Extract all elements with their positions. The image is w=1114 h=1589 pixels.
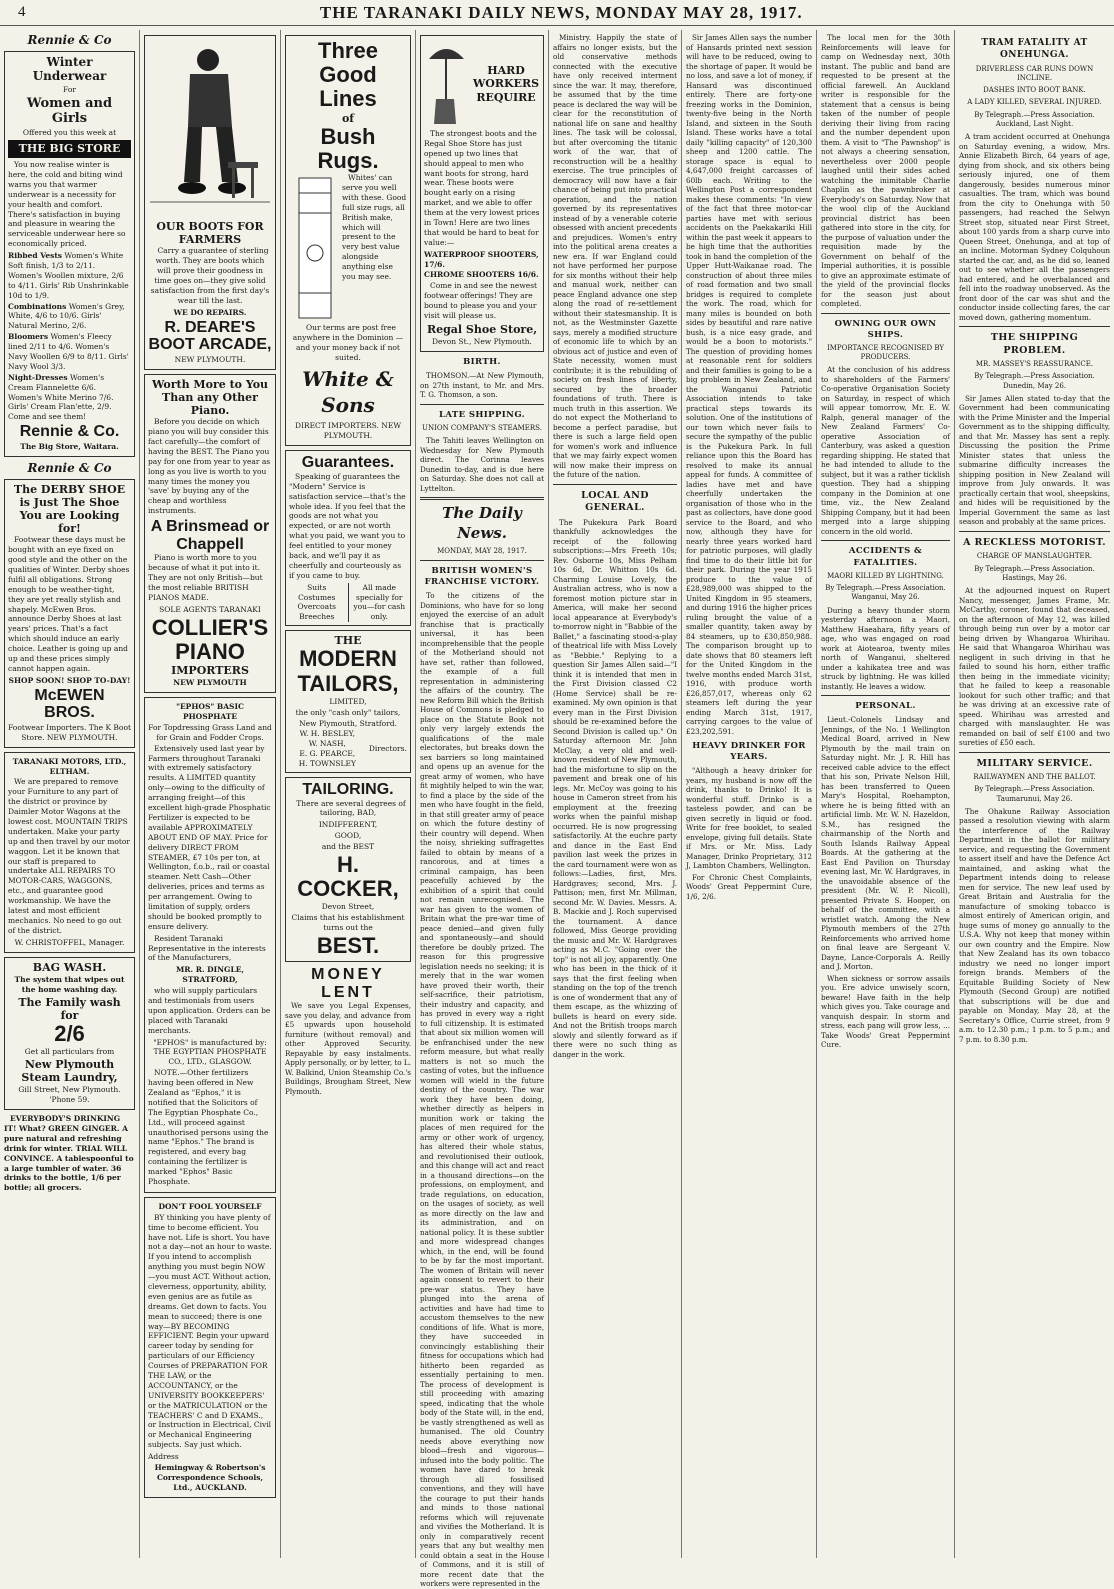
tram-sub-2: DASHES INTO BOOT BANK. bbox=[983, 86, 1086, 95]
column-4 bbox=[416, 30, 549, 1589]
column-1 bbox=[0, 30, 140, 1558]
green-ginger-ad: EVERYBODY'S DRINKING IT! What? GREEN GINGER. A pure natural and refreshing drink for winter. TRIAL WILL CONVINCE. A tablespoonful to a large tumbler of water. 36 drinks to the bottle, 1/6 per bottle; all grocers. bbox=[4, 1114, 134, 1193]
rennie-sign: Rennie & Co. bbox=[19, 423, 120, 441]
column-6 bbox=[682, 30, 817, 1558]
boots-head: OUR BOOTS FOR FARMERS bbox=[156, 220, 264, 247]
wash-sub: The system that wipes out the home washing day. bbox=[14, 974, 125, 994]
deare-sign: R. DEARE'S BOOT ARCADE, bbox=[148, 318, 272, 354]
modern-directors-row bbox=[289, 729, 407, 769]
ad-body: You now realise winter is here, the cold and biting wind warns you that warmer underwear is a necessity for your health and comfort. There's satisfaction in buying and pleasure in wearing the serviceable underwear here so economically priced. bbox=[8, 160, 126, 249]
accidents-dateline: By Telegraph.—Press Association. Wanganui, May 26. bbox=[825, 584, 946, 602]
money-lent-body: We save you Legal Expenses, save you delay, and advance from £5 upwards upon household furniture (without removal) and other Approved Security. Repayable by easy instalments. Apply personally, or by letter, to L. W. Balkind, Union Steamship Co.'s Buildings, Brougham Street, New Plymouth. bbox=[285, 1001, 411, 1096]
late-shipping-body: The Tahiti leaves Wellington on Wednesday for New Plymouth direct. The Corinna leaves Dunedin to-day, and is due here on Saturday. She does not call at Lyttelton. bbox=[420, 436, 544, 493]
item-ribbed-vests bbox=[8, 251, 131, 300]
column-2 bbox=[140, 30, 281, 1558]
director: H. TOWNSLEY bbox=[298, 759, 356, 769]
ephos-agent-body: who will supply particulars and testimonials from users upon application. Orders can be placed with Taranaki merchants. bbox=[148, 986, 271, 1035]
hw-body: The strongest boots and the Regal Shoe Store has just opened up two lines that should appeal to men who want boots for strong, hard wear. These boots were bought early on a rising market, and we able to offer them at the very lowest prices in Town! Here are two lines that would be hard to beat for value:— bbox=[424, 129, 540, 247]
collier-piano: PIANO bbox=[175, 638, 245, 664]
mcewen-sign: McEWEN BROS. bbox=[34, 686, 105, 722]
deare-address: NEW PLYMOUTH. bbox=[174, 354, 246, 364]
local-general-head: LOCAL AND GENERAL. bbox=[581, 489, 649, 514]
modern-ltd: LIMITED, bbox=[329, 696, 367, 706]
bag-wash-ad bbox=[4, 957, 135, 1111]
tail-head: TAILORING. bbox=[302, 781, 394, 798]
motors-sign: W. CHRISTOFFEL, Manager. bbox=[14, 937, 125, 947]
guar-item: Breeches bbox=[299, 612, 335, 622]
ad-for: For bbox=[63, 84, 76, 94]
local-general-continued-2: The local men for the 30th Reinforcements will leave for camp on Wednesday next, 30th instant. The public and band are requested to be present at the official farewell. An Auckland writer is responsible for the statement that a census is being taken of the number of people deriving their living from racing and the number dependent upon them. A visit to "The Pawnshop" is not always a cheering sensation, nevertheless over 2000 people laughed until their sides ached watching the inimitable Charlie Chaplin as the pawnbroker at Everybody's on Saturday. Now that the wool clip of the Auckland provincial district has been gathered into store in the city, for the purpose of valuation under the requisition made by the Government on behalf of the Imperial authorities, it is possible to give an approximate estimate of the yield of the provincial flocks for the season just about completed. bbox=[821, 33, 950, 308]
big-store-band: THE BIG STORE bbox=[8, 140, 131, 159]
regal-sign: Regal Shoe Store, bbox=[426, 322, 538, 336]
derby-body: Footwear these days must be bought with an eye fixed on good style and the other on the qualities of Winter. Derby shoes fulfil all obligations. Strong enough to be weather-tight, they are yet really stylish and shapely. McEwen Bros. announce Derby Shoes at last years' prices. That's a fact which should induce an early choice. Leather is going up and up and these prices simply cannot happen again. bbox=[8, 535, 130, 673]
own-ships-sub: IMPORTANCE RECOGNISED BY PRODUCERS. bbox=[826, 343, 945, 362]
bush-rugs-ad bbox=[285, 35, 411, 446]
tail-level: INDIFFERENT, bbox=[318, 820, 378, 830]
wash-price: 2/6 bbox=[54, 1020, 85, 1046]
column-3 bbox=[281, 30, 416, 1558]
birth-head: BIRTH. bbox=[463, 357, 501, 367]
railwaymen-body: The Ohakune Railway Association passed a resolution viewing with alarm the interference of the Railway Department in the ballot for military service, and requesting the Government to assert itself and have the Defence Act maintained, and asking what the Department intends doing to release men for service. The new leaf used by Great Britain and Australia for the manufacture of smoking tobacco is almost entirely of American origin, and huge sums of money go annually to the U.S.A. Why not keep that money within our own country and the Empire. Now that New Zealand has its own tobacco industry we need no longer import foreign brands. Members of the Equitable Building Society of New Plymouth (Second Group) are notified that subscriptions will be due and payable on Monday, May 28, at the Secretary's Office, Currie street, from 9 a.m. to 12.30 p.m.; 1 p.m. to 5 p.m.; and 7 p.m. to 8.30 p.m. bbox=[959, 806, 1110, 1044]
ephos-ad bbox=[144, 697, 276, 1193]
item-night-dresses bbox=[8, 373, 131, 422]
reckless-motorist-head: A RECKLESS MOTORIST. bbox=[963, 536, 1106, 548]
collier-name: COLLIER'S bbox=[151, 614, 269, 640]
farmer-illustration bbox=[148, 42, 272, 217]
military-service-head: MILITARY SERVICE. bbox=[976, 757, 1093, 769]
brinsmead-body: Piano is worth more to you because of what it put into it. They are not only British—but the most reliable BRITISH PIANOS MADE. bbox=[148, 553, 263, 602]
ephos-head: "EPHOS" BASIC PHOSPHATE bbox=[176, 702, 244, 722]
chronic-chest-ad: For Chronic Chest Complaints, Woods' Great Peppermint Cure, 1/6, 2/6. bbox=[686, 872, 812, 901]
rugs-terms: Our terms are post free anywhere in the Dominion — and your money back if not suited. bbox=[292, 323, 404, 362]
item-text: Women's Fleecy lined 2/11 to 4/6. Women's Navy Woollen 6/9 to 8/11. Girls' Navy Wool 3/3. bbox=[8, 332, 129, 371]
hw-item-1: WATERPROOF SHOOTERS, 17/6. bbox=[424, 249, 539, 269]
guar-list bbox=[289, 583, 345, 623]
rugs-body: Whites' can serve you well with these. Good full size rugs, all British make, which will present to the very best value alongside anything else you may see. bbox=[342, 173, 407, 282]
motors-body: We are prepared to remove your Furniture to any part of the district or province by Daimler Motor Wagons at the lowest cost. MOUNTAIN TRIPS undertaken. Make your party up and then travel by our motor waggon. Let it be known that our staff is prepared to undertake ALL REPAIRS TO MOTOR-CARS, WAGGONS, etc., and guarantee good workmanship. We have the latest and most efficient mechanics. No need to go out of the district. bbox=[8, 777, 131, 935]
local-general-body: The Pukekura Park Board thankfully acknowledges the receipt of the following subscriptions:—Mrs Freeth 10s; Rev. Osborne 10s, Miss Pelham 10s 6d, Dr. Whitton 10s 6d. Charming Louise Lovely, the Australian actress, who is now a foremost motion picture star in America, will make her second local appearance at Everybody's to-morrow night in "Babbie of the Ballet," a fascinating stood-a-play of theatrical life with Miss Lovely as "Bebbie." Replying to a question Sir James Allen said—"I think it is intended that men in the First Division classed C2 (Home Service) shall be re-examined. My own opinion is that every man in the First Division should be re-examined before the Second Division is called up." On Saturday afternoon Mr. John McClay, a very old and well-known resident of New Plymouth, had the misfortune to slip on the pavement and break one of his legs. Mr. McCoy was going to his house in Cameron street from his employment at the freezing works when the painful mishap occurred. He is now progressing satisfactorily. At the euchre party and dance in the East End pavilion last week the prizes in the card tournament were won as follows:—Ladies, first, Mrs. Hardgraves; second, Mrs. J. Pattison; men, first Mr. Millman, second Mr. W. Davies. Messrs. A. B. Mackie and J. Roch supervised the tournament. A dance followed, Miss George providing the music and Mr. W. Hardgraves acting as M.C. "Going over the top" is not all joy, apparently. One who has been in the thick of it says that the first feeling when standing on the top of the trench is one of wonderment that any of them escape, as the whizzing of bullets is heard on every side. And not the British troops march slowly and silently forward as if there were no such thing as danger in the work. bbox=[553, 517, 677, 1059]
motors-head: TARANAKI MOTORS, LTD., ELTHAM. bbox=[12, 756, 127, 776]
piano-ad bbox=[144, 374, 276, 693]
rugs-line-2: Good Lines bbox=[319, 62, 377, 112]
modern-tailors-ad bbox=[285, 630, 411, 773]
fool-address-label: Address bbox=[148, 1452, 179, 1462]
railwaymen-head: RAILWAYMEN AND THE BALLOT. bbox=[973, 773, 1096, 782]
collier-importers: IMPORTERS bbox=[171, 664, 249, 678]
column-8 bbox=[955, 30, 1114, 1558]
tram-sub-1: DRIVERLESS CAR RUNS DOWN INCLINE. bbox=[975, 64, 1094, 82]
column-5 bbox=[549, 30, 682, 1558]
column-7 bbox=[817, 30, 955, 1558]
guarantees-ad bbox=[285, 450, 411, 626]
wash-head: BAG WASH. bbox=[32, 960, 107, 974]
accidents-body: During a heavy thunder storm yesterday afternoon a Maori, Matthew Haeahara, fifty years of age, who was engaged on road work at Aiotearoa, twenty miles north of Wanganui, sheltered under a kahikatea tree and was struck by lightning. He was killed instantly. He leaves a widow. bbox=[821, 605, 950, 691]
guar-list-row bbox=[289, 583, 407, 623]
paper-title bbox=[320, 3, 803, 23]
hw-item-2: CHROME SHOOTERS 16/6. bbox=[424, 270, 539, 280]
laundry-name: New Plymouth Steam Laundry, bbox=[21, 1057, 118, 1085]
ephos-agent: Resident Taranaki Representative in the interests of the Manufacturers, bbox=[148, 933, 266, 963]
sole-agents: SOLE AGENTS TARANAKI bbox=[159, 604, 261, 614]
ephos-sub: For Topdressing Grass Land and for Grain and Fodder Crops. bbox=[148, 722, 272, 742]
item-name: Bloomers bbox=[8, 332, 49, 342]
item-combinations bbox=[8, 302, 131, 332]
rennie-logo-2: Rennie & Co bbox=[27, 460, 112, 475]
paper-day: MONDAY bbox=[595, 2, 678, 22]
wash-get: Get all particulars from bbox=[24, 1047, 115, 1057]
brinsmead-head: A Brinsmead or Chappell bbox=[150, 518, 270, 553]
white-sons-sign: White & Sons bbox=[302, 366, 394, 418]
rugs-line-4: Bush Rugs. bbox=[317, 123, 379, 173]
franchise-continued: Ministry. Happily the state of affairs no longer exists, but the old conservative methods connected with the executive have only received interment since the war. It may, therefore, be assumed that by the time peace is declared the way will be clear for the reconstitution of national life on sane and healthy lines. The task will be colossal, but after overcoming the titanic work of the war, that of reconstruction will be a healthy exercise. The true principles of democracy will now have a fair chance of being put into practical operation, and the nation governed by its representatives instead of by a venerable coterie obsessed with ancient precedents and prejudices. Women's entry into the political arena creates a new era. If war England could not have performed her purpose for six months without their help and manual work, neither can peace England advance one step along the road of re-settlement without their statesmanship. It is not, as the Westminster Gazette says, merely a modified structure of economic life to which by an obvious act of justice and even of State necessity, women must contribute; it is the rebuilding of society on fresh lines of liberty, secured by the broader foundations of truth. There is much truth in this assertion. We do not expect the Motherland to become a perfect paradise, but there is such a large field open for women's work and influence that we may fairly expect women will now make their impress on the future of the nation. bbox=[553, 33, 677, 479]
paper-date: MAY 28, 1917. bbox=[683, 2, 803, 22]
boots-body: Carry a guarantee of sterling worth. They are boots which will prove their goodness in time goes on—they give solid satisfaction from the first day's wear till the last. bbox=[150, 246, 270, 305]
tail-level: GOOD, bbox=[334, 831, 362, 841]
derby-head: The DERBY SHOE is Just The Shoe You are Looking for! bbox=[13, 482, 126, 536]
tail-body: There are several degrees of tailoring, BAD, bbox=[296, 798, 406, 818]
personal-head: PERSONAL. bbox=[855, 701, 916, 712]
item-text: Women's White Soft finish, 1/3 to 2/11. Women's Woollen mixture, 2/6 to 4/11. Girls' Rib Unshrinkable 10d to 1/9. bbox=[8, 251, 129, 300]
modern-tailors: TAILORS, bbox=[297, 670, 399, 696]
franchise-head: BRITISH WOMEN'S FRANCHISE VICTORY. bbox=[424, 566, 540, 588]
ad-who: Women and Girls bbox=[26, 95, 113, 127]
tail-level: and the BEST bbox=[321, 842, 375, 852]
hemingway-sign: Hemingway & Robertson's Correspondence Schools, Ltd., AUCKLAND. bbox=[154, 1463, 266, 1492]
cocker-best: BEST. bbox=[316, 933, 380, 959]
ad-offer: Offered you this week at bbox=[22, 127, 117, 137]
ephos-note: NOTE.—Other fertilizers having been offered in New Zealand as "Ephos," it is notified that the Solicitors of The Egyptian Phosphate Co., Ltd., will proceed against unauthorised persons using the name "Ephos." The brand is registered, and every bag containing the fertilizer is marked "Ephos" Basic Phosphate. bbox=[148, 1068, 269, 1186]
modern-cash: the only "cash only" tailors, bbox=[295, 707, 401, 717]
guar-item: Suits bbox=[307, 582, 327, 592]
laundry-address: Gill Street, New Plymouth. 'Phone 59. bbox=[18, 1085, 121, 1105]
wash-family: The Family wash for bbox=[18, 995, 121, 1022]
modern-name: MODERN bbox=[299, 646, 397, 672]
accidents-sub: MAORI KILLED BY LIGHTNING. bbox=[827, 571, 944, 580]
modern-directors bbox=[289, 729, 366, 769]
hw-head: HARD WORKERS REQUIRE bbox=[472, 64, 540, 104]
tram-dateline: By Telegraph.—Press Association. Auckland, Last Night. bbox=[974, 110, 1095, 128]
item-name: Night-Dresses bbox=[8, 372, 68, 382]
winter-underwear-ad bbox=[4, 51, 135, 457]
item-name: Combinations bbox=[8, 301, 67, 311]
guar-note: All made specially for you—for cash only. bbox=[348, 583, 408, 623]
derby-shop: SHOP SOON! SHOP TO-DAY! bbox=[8, 675, 131, 685]
hw-call: Come in and see the newest footwear offerings! They are bound to please you and your visit will please us. bbox=[424, 281, 538, 321]
guar-body: Speaking of guarantees the "Modern" Service is satisfaction service—that's the whole idea. If you feel that the goods are not what you expected, or are not worth what you paid, we want you to feel entitled to your money back, and we'll pay it as cheerfully and courteously as if you came to buy. bbox=[289, 471, 406, 580]
birth-body: THOMSON.—At New Plymouth, on 27th instant, to Mr. and Mrs. T. G. Thomson, a son. bbox=[420, 371, 544, 400]
cocker-tailoring-ad bbox=[285, 777, 411, 962]
modern-the: THE bbox=[334, 634, 362, 648]
item-name: Ribbed Vests bbox=[8, 251, 63, 261]
item-text: Women's Grey, White, 4/6 to 10/6. Girls' Natural Merino, 2/6. bbox=[8, 301, 125, 331]
shipping-problem-dateline: By Telegraph.—Press Association. Dunedin, May 26. bbox=[974, 372, 1095, 390]
late-shipping-sub: UNION COMPANY'S STEAMERS. bbox=[422, 423, 542, 432]
umbrella-boot-illustration bbox=[424, 39, 469, 129]
paper-title-text: THE TARANAKI DAILY NEWS, bbox=[319, 2, 591, 22]
rug-illustration bbox=[289, 173, 339, 323]
cocker-address: Devon Street, bbox=[321, 902, 375, 912]
regal-address: Devon St., New Plymouth. bbox=[432, 337, 532, 347]
local-general-continued: Sir James Allen says the number of Hansards printed next session will have to be reduced, owing to the shortage of paper. It would be no loss, and save a lot of money, if Hansard was discontinued entirely. There are forty-one freezing works in the Dominion, twenty-five being in the North Island, and sixteen in the South Island. These works have a total daily "killing capacity" of 120,300 sheep and 1200 cattle. The storage space is equal to 4,647,000 freight carcasses of 60lb each. Writing to the Wellington Post a correspondent makes these comments: "In view of the fact that three motor-car parties have met with serious accidents on the Paekakariki Hill within the past week it appears to be high time that the authorities took in hand the completion of the Upper Hutt-Waikanae road. The construction of about three miles of road formation and two small bridges is required to complete the work. The road, which for many miles is bounded on both sides by beautiful and rare native bush, is a nice easy grade, and would be a boon to motorists." The question of providing homes at reasonable rent for soldiers and their families is going to be a big problem in New Zealand, and the Wanganui Patriotic Association intends to take practical steps towards its solution. One of the institutions of our town which never fails to secure the sympathy of the public is the Pukekura Park. In full reliance upon this the Board has resolved to make its annual appeal for funds. A committee of ladies have met and have cheerfully undertaken the organisation of those who in the past as collectors, have done good service to the Board, and who now, although they have for nearly three years worked hard for patriotic purposes, will gladly find time to do their little bit for their park. During the year 1915 produce to the value of £28,989,000 was shipped to the United Kingdom in 95 steamers, and during 1916 the higher prices ruling brought the value of a smaller quantity, taken away by 84 steamers, up to £30,850,988. The comparison brought up to date shows that 80 steamers left for the United Kingdom in the twelve months ended March 31st, 1916, with produce worth £26,857,017, whereas only 62 steamers left during the year ending March 31st, 1917, carrying cargoes to the value of £23,202,591. bbox=[686, 33, 812, 736]
director: W. NASH, bbox=[308, 739, 346, 749]
rennie-logo: Rennie & Co bbox=[27, 33, 112, 47]
shipping-problem-body: Sir James Allen stated to-day that the Government had been communicating with the Prime Minister and the Imperial Government as to the shipping difficulty, and that Mr. Massey has sent a reply. Discussing the position the Prime Minister states that unless the submarine difficulty increases the shipping position in New Zealand will improve from July onwards. It was practically certain that wool, sheepskins, and hides will be requisitioned by the Imperial Government the same as last season and probably at the same prices. bbox=[959, 393, 1110, 527]
derby-shoe-ad bbox=[4, 479, 135, 748]
white-sons-sub: DIRECT IMPORTERS. NEW PLYMOUTH. bbox=[294, 421, 402, 441]
rugs-line-1: Three bbox=[318, 38, 378, 63]
taranaki-motors-ad bbox=[4, 752, 135, 953]
ephos-body: Extensively used last year by Farmers throughout Taranaki with extremely satisfactory results. A LIMITED quantity only—owing to the difficulty of arranging freight—of this excellent high-grade Phosphatic Fertilizer is expected to be available APPROXIMATELY ABOUT END OF MAY. Price for delivery DIRECT FROM STEAMER, £7 10s per ton, at Wellington, f.o.b., rail or coastal steamer. Nett Cash—Other deliveries, prices and terms as per arrangement. Owing to limitation of supply, orders should be booked promptly to ensure delivery. bbox=[148, 743, 271, 931]
page-number: 4 bbox=[18, 4, 27, 20]
boots-repair: WE DO REPAIRS. bbox=[173, 307, 247, 317]
fool-head: DON'T FOOL YOURSELF bbox=[158, 1201, 262, 1211]
tram-body: A tram accident occurred at Onehunga on Saturday evening, a widow, Mrs. Annie Elizabeth Birch, 64 years of age, dying from shock, and six others being seriously injured, one of them dangerously, besides numerous minor casualties. The tram, which was bound from the city to Onehunga with 50 passengers, had reached the Selwyn Street stop, situated near First Street, about 100 yards from a sharp curve into Queen Street, Onehunga, and at top of an incline. Motorman Sydney Colquhoun started the car, and, as he did so, leaned out to see whether all the passengers had entered, and he overbalanced and fell into the roadway unobserved. As the front door of the car was shut and the conductor inside collecting fares, the car moved down, gathering momentum. bbox=[959, 132, 1110, 322]
cocker-claim: Claims that his establishment turns out the bbox=[291, 913, 405, 933]
regal-shoe-ad bbox=[420, 35, 544, 352]
railwaymen-dateline: By Telegraph.—Press Association. Taumarunui, May 26. bbox=[974, 785, 1095, 803]
cocker-name: H. COCKER, bbox=[297, 852, 399, 902]
reckless-motorist-body: At the adjourned inquest on Rupert Nancy, messenger, James Frame, Mr. McCarthy, coroner, found that deceased, on the afternoon of May 12, was killed through being run over by a motor car being driven by Whangaroa Whirihau. He said that Whangaroa Whirihau was negligent in such driving in that he failed to sound his horn, either traffic then being in the immediate vicinity; that he failed to keep a reasonable lookout for such other traffic; and that he was driving at an excessive rate of speed. Whirihau was arrested and charged with manslaughter. He was remanded on bail of self £100 and two sureties of £50 each. bbox=[959, 586, 1110, 748]
item-text: Women's Cream Flannelette 6/6. Women's White Merino 7/6. Girls' Cream Flan'ette, 2/9. Come and see them! bbox=[8, 372, 114, 422]
daily-news-nameplate: The Daily News. bbox=[442, 504, 522, 542]
fool-body: BY thinking you have plenty of time to become efficient. You have not. Life is short. You have not a day—not an hour to waste. If you intend to accomplish anything you must begin NOW—you must ACT. Without action, cleverness, opportunity, ability, even genius are as futile as dreams. Get down to facts. You mean to succeed; there is one way—BY BECOMING EFFICIENT. Begin your upward career today by sending for particulars of our Efficiency Courses of PREPARATION FOR THE LAW, or the ACCOUNTANCY, or the UNIVERSITY BOOKKEEPERS' or the MATRICULATION or the TEACHERS' C and D EXAMS., or Instruction in Electrical, Civil or Mechanical Engineering subjects. Say just which. bbox=[148, 1212, 272, 1450]
piano-body: Before you decide on which piano you will buy consider this fact carefully—the comfort of having the BEST. The Piano you pay for one from year to year as long as you live is worth to you many times the money you 'save' by buying any of the cheap and worthless instruments. bbox=[148, 417, 271, 516]
tram-head: TRAM FATALITY AT ONEHUNGA. bbox=[981, 38, 1088, 60]
daily-news-date: MONDAY, MAY 28, 1917. bbox=[437, 546, 527, 555]
efficiency-ad bbox=[144, 1197, 276, 1498]
accidents-head: ACCIDENTS & FATALITIES. bbox=[848, 546, 923, 568]
modern-towns: New Plymouth, Stratford. bbox=[299, 718, 397, 728]
collier-town: NEW PLYMOUTH bbox=[173, 678, 247, 688]
franchise-body: To the citizens of the Dominions, who have for so long enjoyed the exercise of an adult franchise that is practically universal, it has been incomprehensible that the people of the Motherland should not have set, rather than followed, the example of a full representation in administering the affairs of the country. The new Reform Bill which the British House of Commons is pledged to place on the Statute Book not only very largely extends the qualifications of the male electorates, but breaks down the sex barriers so long maintained and opens up an avenue for the great army of women, who have fit mightily helped to win the war, to find a place by the side of the men who have fought in the field, in that still greater army of peace on which the future destiny of their country will depend. When the noisy, shrieking suffragettes failed to obtain by means of a rancorous, and at times a criminal campaign, has been peacefully achieved by the exhibition of a spirit that could not remain unrecognised. The war has given to the women of Britain what the pre-war time of peace denied—and given fully and spontaneously—and should therefore be doubly prized. The reason for this progressive legislation needs no seeking; it is merely that in the war women have proved their worth, their self-sacrifice, their patriotism, their industry and capacity, and has proved in every way a right to full citizenship. It is estimated that about six million women will be enfranchised under the new reform measure, but what really matters is not so much the casting of votes, but the influence women will wield in the future destiny of the country. The war work they have been doing, whether directly as helpers in munition work or taking the places of men required for the army or other work of urgency, has altered their whole status, and revolutionised their outlook, and this change will act and react in a thousand directions—on the professions, on employment, and trade regulations, on education, on the usages of society, as well as more directly on the law and its administration, and on national policy. It is these subtler and more widespread changes which, in the end, will be found to be by far the most important. The women of Britain will never again consent to revert to their pre-war status. They have plunged into the arena of activities and have had time to accustom themselves to the new conditions of life. What is more, they have succeeded in convincingly establishing their fitness for occupations which had hitherto been regarded as essentially pertaining to men. The process of development is still proceeding with amazing speed, indicating that the whole body of the State will, in the end, be vastly strengthened as well as humanised. The old Country needs above everything now blood—fresh and vigorous—infused into the body politic. The women have dared to break through all fossilised conventions, and they will have the courage to put their hands and minds to those national reforms which will rejuvenate and vivifies the Motherland. It is only in comparatively recent years that any but wealthy men could obtain a seat in the House of Commons, and it is still of more recent date that the workers were represented in the bbox=[420, 591, 544, 1589]
shipping-problem-head: THE SHIPPING PROBLEM. bbox=[990, 332, 1079, 356]
ad-title: Winter Underwear bbox=[32, 54, 107, 84]
own-ships-head: OWNING OUR OWN SHIPS. bbox=[834, 318, 937, 340]
ephos-agent-name: MR. R. DINGLE, STRATFORD, bbox=[175, 965, 245, 985]
ephos-maker: "EPHOS" is manufactured by: THE EGYPTIAN PHOSPHATE CO., LTD., GLASGOW. bbox=[153, 1037, 267, 1067]
rennie-address: The Big Store, Waitara. bbox=[20, 441, 119, 451]
heavy-drinker-body: "Although a heavy drinker for years, my husband is now off the drink, thanks to Drinko! It is wonderful stuff. Drinko is a tasteless powder, and can be given secretly in liquid or food. Write for free booklet, to sealed envelope, giving full details. State if Mrs. or Mr. Miss. Lady Manager, Drinko Proprietary, 312 J, Lambton Chambers, Wellington. bbox=[686, 766, 812, 871]
reckless-motorist-sub: CHARGE OF MANSLAUGHTER. bbox=[976, 552, 1093, 561]
director: E. G. PEARCE, bbox=[299, 749, 356, 759]
peppermint-verse: When sickness or sorrow assails you. Ere advice unwisely scorn, beware! Have faith in the help which gives you. Take courage and vanquish despair. In storm and stress, each pang will grow less, ... Take Woods' Great Peppermint Cure. bbox=[821, 973, 950, 1050]
late-shipping-head: LATE SHIPPING. bbox=[438, 409, 526, 420]
guar-head: Guarantees. bbox=[301, 454, 395, 472]
guar-item: Costumes bbox=[298, 592, 336, 602]
masthead bbox=[0, 0, 1114, 26]
rugs-line-3: of bbox=[341, 111, 355, 125]
guar-item: Overcoats bbox=[297, 602, 336, 612]
mcewen-address: Footwear Importers. The K Boot Store. NEW PLYMOUTH. bbox=[8, 722, 131, 742]
item-bloomers bbox=[8, 332, 131, 372]
personal-body: Lieut.-Colonels Lindsay and Jennings, of the No. 1 Wellington Medical Board, arrived in New Plymouth by the mail train on Saturday night. Mr. J. R. Hill has received cable advice to the effect that his son, Private Nelson Hill, has been transferred to Queen Mary's Hospital, Roehampton, where he is being fitted with an artificial limb. Mr. W. N. Hazeldon, S.M., has resigned the chairmanship of the North and South Islands Railway Appeal Boards. At the gathering at the East End Pavilion on Thursday evening last, Mr. W. Hardgraves, in the unavoidable absence of the president (Mr. W. P. Nicoll), presented Private S. Hooper, on behalf of the committee, with a wristlet watch. Among the New Plymouth members of the 27th Reinforcements who arrived home on final leave are Sergeant V. Dayne, Lance-Corporals A. Reilly and J. Morton. bbox=[821, 715, 950, 972]
money-lent-head: MONEY LENT bbox=[311, 966, 385, 1001]
shipping-problem-sub: MR. MASSEY'S REASSURANCE. bbox=[975, 360, 1094, 369]
tram-sub-3: A LADY KILLED, SEVERAL INJURED. bbox=[967, 98, 1102, 107]
deare-boots-ad bbox=[144, 35, 276, 370]
directors-label: Directors. bbox=[368, 744, 407, 754]
reckless-motorist-dateline: By Telegraph.—Press Association. Hastings, May 26. bbox=[974, 564, 1095, 582]
piano-head: Worth More to You Than any Other Piano. bbox=[151, 377, 269, 418]
heavy-drinker-head: HEAVY DRINKER FOR YEARS. bbox=[692, 741, 806, 763]
director: W. H. BESLEY, bbox=[299, 729, 356, 739]
own-ships-body: At the conclusion of his address to shareholders of the Farmers' Co-operative Organisation Society on Saturday, in respect of which will appear tomorrow, Mr. E. W. Ralph, general manager of the New Zealand Farmers' Co-operative Association of Canterbury, was asked a question regarding shipping. He stated that he had intended to allude to the subject, but it was a rather ticklish question. They had a shipping company in the Dominion at one time, viz., the New Zealand Shipping Company, but it had been merged into a large shipping concern in the old world. bbox=[821, 365, 950, 536]
